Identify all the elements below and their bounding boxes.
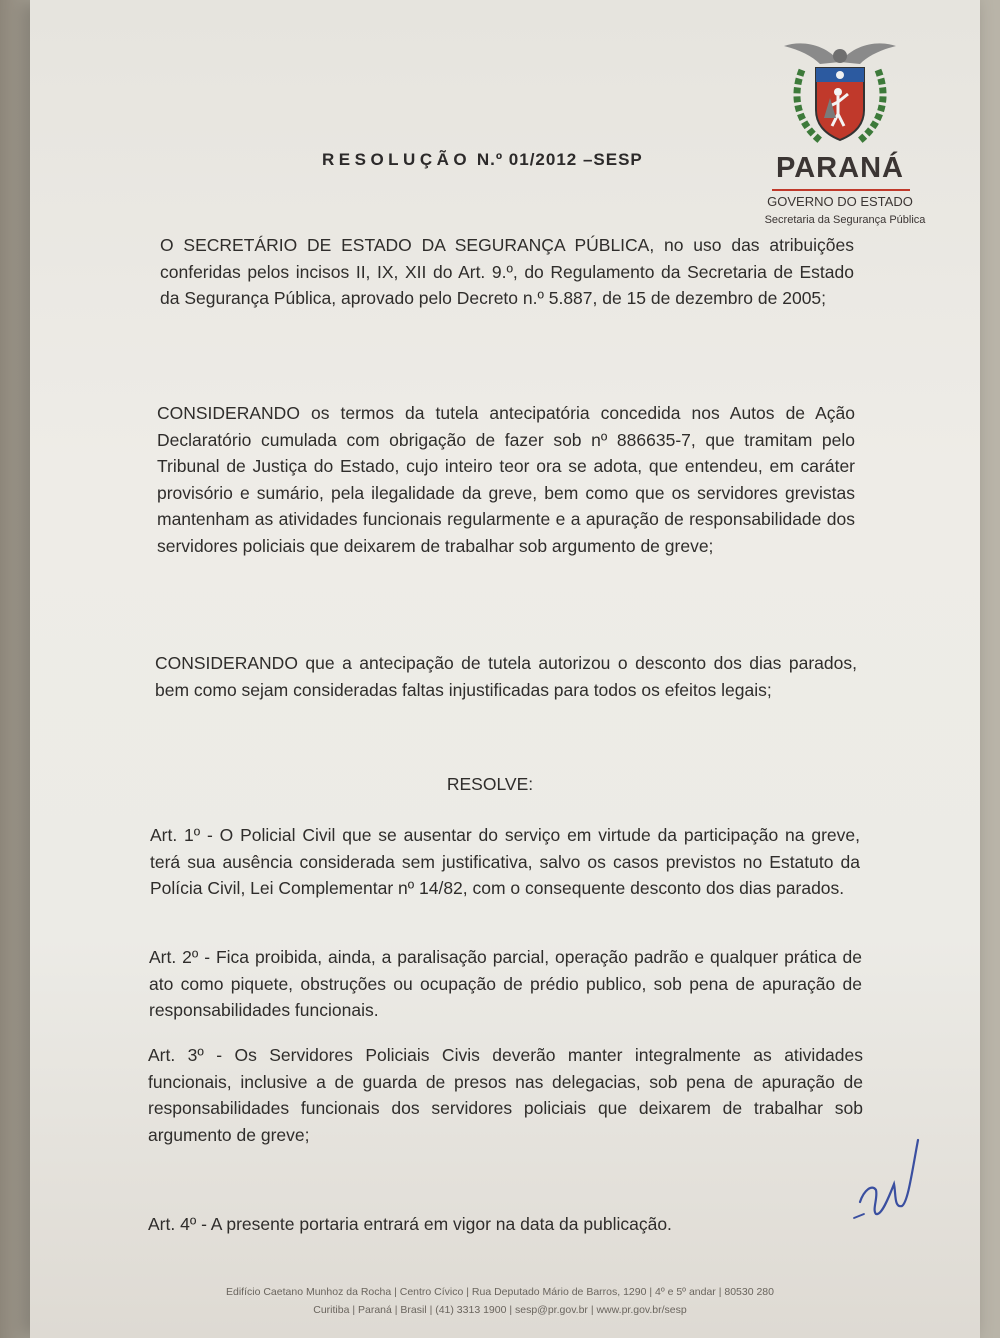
logo-state-name: PARANÁ [776,152,904,184]
title-prefix: RESOLUÇÃO [322,150,472,169]
footer-line-1: Edifício Caetano Munhoz da Rocha | Centro Cívico | Rua Deputado Mário de Barros, 1290 | 4º e 5º andar | 80530 280 [226,1286,774,1298]
article-1: Art. 1º - O Policial Civil que se ausentar do serviço em virtude da participação na greve, terá sua ausência considerada sem justificativa, salvo os casos previstos no Estatuto da Polícia Civil, Lei Complementar nº 14/82, com o consequente desconto dos dias parados. [150,825,860,898]
footer-line-2: Curitiba | Paraná | Brasil | (41) 3313 1900 | sesp@pr.gov.br | www.pr.gov.br/sesp [313,1304,687,1316]
document-page [30,0,980,1338]
title-number: N.º 01/2012 –SESP [476,150,643,169]
article-4: Art. 4º - A presente portaria entrará em vigor na data da publicação. [148,1214,672,1234]
considering-paragraph-2: CONSIDERANDO que a antecipação de tutela autorizou o desconto dos dias parados, bem como sejam consideradas faltas injustificadas para todos os efeitos legais; [155,653,857,700]
coat-of-arms-icon [780,40,900,152]
handwritten-initials-icon [850,1132,930,1232]
logo-government: GOVERNO DO ESTADO [767,194,913,209]
logo-divider [772,189,910,191]
logo-department: Secretaria da Segurança Pública [764,214,926,226]
resolve-heading: RESOLVE: [446,774,534,794]
desk-background [0,0,30,1338]
parana-logo [760,40,940,230]
preamble-paragraph: O SECRETÁRIO DE ESTADO DA SEGURANÇA PÚBLICA, no uso das atribuições conferidas pelos incisos II, IX, XII do Art. 9.º, do Regulamento da Secretaria de Estado da Segurança Pública, aprovado pelo Decreto n.º 5.887, de 15 de dezembro de 2005; [160,235,854,308]
footer-address [150,1283,850,1319]
considering-paragraph-1: CONSIDERANDO os termos da tutela antecipatória concedida nos Autos de Ação Declaratório cumulada com obrigação de fazer sob nº 886635-7, que tramitam pelo Tribunal de Justiça do Estado, cujo inteiro teor ora se adota, que entendeu, em caráter provisório e sumário, pela ilegalidade da greve, bem como que os servidores grevistas mantenham as atividades funcionais regularmente e a apuração de responsabilidade dos servidores policiais que deixarem de trabalhar sob argumento de greve; [157,403,855,556]
article-2: Art. 2º - Fica proibida, ainda, a paralisação parcial, operação padrão e qualquer prática de ato como piquete, obstruções ou ocupação de prédio publico, sob pena de apuração de responsabilidades funcionais. [149,947,862,1020]
document-title [322,150,643,170]
article-3: Art. 3º - Os Servidores Policiais Civis deverão manter integralmente as atividades funcionais, inclusive a de guarda de presos nas delegacias, sob pena de apuração de responsabilidades funcionais dos servidores policiais que deixarem de trabalhar sob argumento de greve; [148,1045,863,1145]
